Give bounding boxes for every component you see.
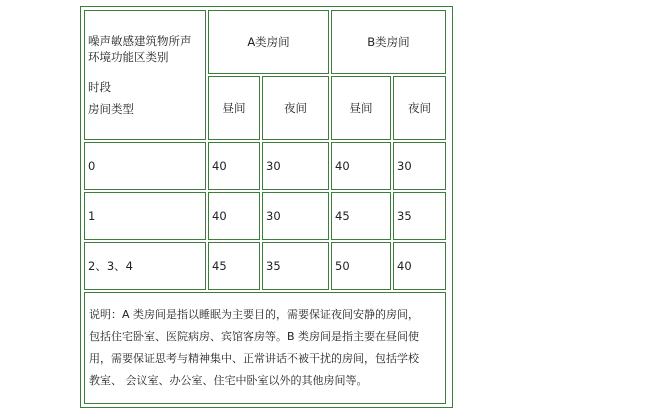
b-night-cell: 30 bbox=[393, 142, 446, 190]
room-b-night-header: 夜间 bbox=[393, 76, 446, 140]
corner-header-cell bbox=[84, 10, 206, 140]
table-row bbox=[84, 242, 446, 290]
table-row bbox=[84, 192, 446, 240]
category-cell: 1 bbox=[84, 192, 206, 240]
corner-line-4: 房间类型 bbox=[88, 102, 134, 116]
a-day-cell: 40 bbox=[208, 192, 260, 240]
b-day-cell: 45 bbox=[331, 192, 391, 240]
note-line-4: 教室、 会议室、办公室、住宅中卧室以外的其他房间等。 bbox=[89, 374, 368, 387]
room-a-day-header: 昼间 bbox=[208, 76, 260, 140]
room-a-header: A类房间 bbox=[208, 10, 329, 74]
a-night-cell: 30 bbox=[262, 142, 329, 190]
a-day-cell: 45 bbox=[208, 242, 260, 290]
room-a-night-header: 夜间 bbox=[262, 76, 329, 140]
a-night-cell: 35 bbox=[262, 242, 329, 290]
b-day-cell: 40 bbox=[331, 142, 391, 190]
note-line-2: 包括住宅卧室、医院病房、宾馆客房等。B 类房间是指主要在昼间使 bbox=[89, 330, 420, 343]
room-b-day-header: 昼间 bbox=[331, 76, 391, 140]
a-day-cell: 40 bbox=[208, 142, 260, 190]
b-day-cell: 50 bbox=[331, 242, 391, 290]
note-cell bbox=[84, 292, 446, 404]
corner-line-1: 噪声敏感建筑物所声 bbox=[88, 34, 192, 48]
b-night-cell: 40 bbox=[393, 242, 446, 290]
category-cell: 2、3、4 bbox=[84, 242, 206, 290]
note-line-1: 说明：A 类房间是指以睡眠为主要目的，需要保证夜间安静的房间， bbox=[89, 308, 420, 321]
corner-line-3: 时段 bbox=[88, 80, 111, 94]
b-night-cell: 35 bbox=[393, 192, 446, 240]
corner-line-2: 环境功能区类别 bbox=[88, 50, 169, 64]
table-row bbox=[84, 142, 446, 190]
category-cell: 0 bbox=[84, 142, 206, 190]
a-night-cell: 30 bbox=[262, 192, 329, 240]
note-line-3: 用，需要保证思考与精神集中、正常讲话不被干扰的房间，包括学校 bbox=[89, 352, 419, 365]
room-b-header: B类房间 bbox=[331, 10, 446, 74]
noise-limit-table bbox=[82, 8, 448, 406]
